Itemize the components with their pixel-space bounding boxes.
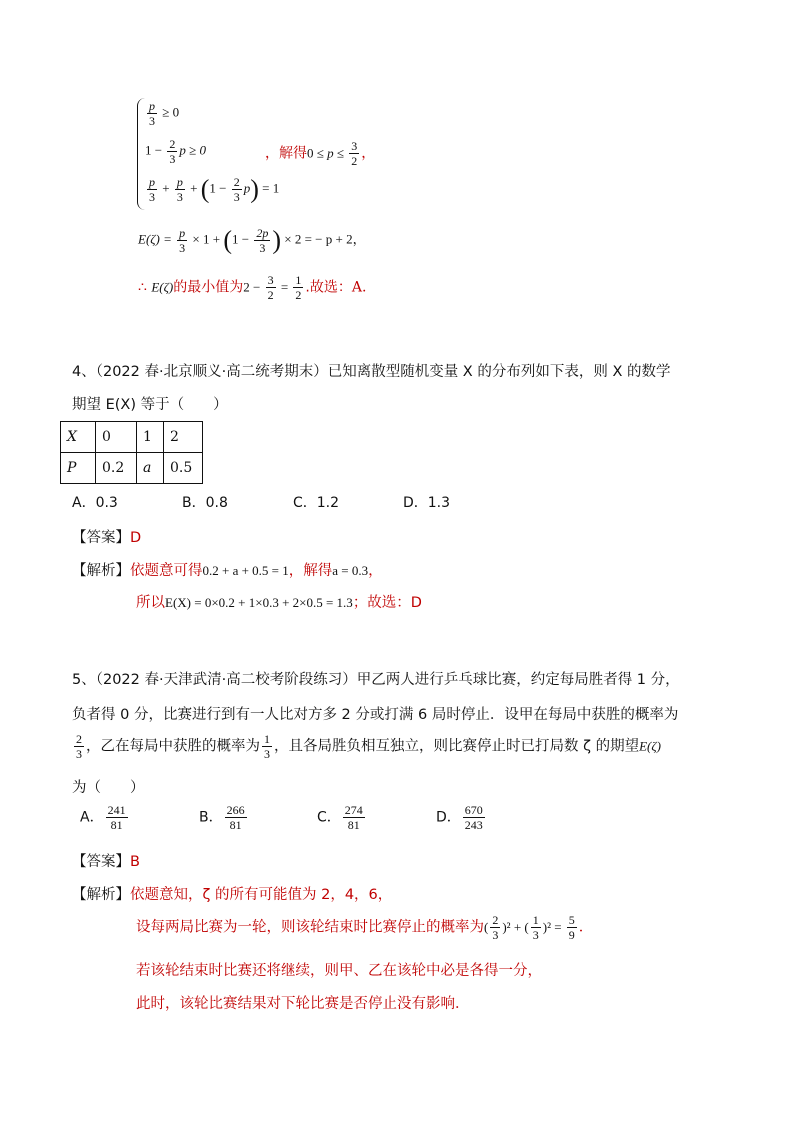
q5-stem-line-1: 5、（2022 春·天津武清·高二校考阶段练习）甲乙两人进行乒乓球比赛，约定每局胜者得 1 分， (72, 672, 680, 688)
table-cell: 0.5 (164, 453, 203, 484)
q3-conclusion: ∴ E(ζ)的最小值为2 − $\frac{3}{2}$ = $\frac{1}{2}$ .故选：A. (138, 273, 367, 302)
q5-option-d[interactable]: D． $\frac{670}{243}$ (436, 803, 483, 832)
q5-stem-line-4: 为（ ） (72, 780, 145, 796)
q5-answer: 【答案】B (72, 854, 140, 870)
table-cell: 1 (137, 422, 164, 453)
q4-option-a[interactable]: A．0.3 (72, 495, 118, 511)
q4-analysis-line-1: 【解析】依题意可得0.2 + a + 0.5 = 1，解得a = 0.3， (72, 563, 383, 579)
q4-answer: 【答案】D (72, 530, 142, 546)
q5-stem-line-2: 负者得 0 分，比赛进行到有一人比对方多 2 分或打满 6 局时停止．设甲在每局中获胜的概率为 (72, 707, 679, 723)
distribution-table (60, 421, 203, 484)
table-cell: 0.2 (96, 453, 137, 484)
q5-analysis-line-1: 【解析】依题意知，ζ 的所有可能值为 2，4，6， (72, 887, 393, 903)
q5-option-b[interactable]: B． $\frac{266}{81}$ (199, 803, 245, 832)
system-solution: ，解得0 ≤ p ≤ $\frac{3}{2}$ ， (265, 139, 376, 168)
system-line-1: $\frac{p}{3}$ ≥ 0 (149, 99, 180, 128)
table-cell: 2 (164, 422, 203, 453)
q5-stem-line-3: $\frac{2}{3}$ ，乙在每局中获胜的概率为 $\frac{1}{3}$ ，且各局胜负相互独立，则比赛停止时已打局数 ζ 的期望E(ζ) (76, 732, 661, 761)
q4-stem-line-2: 期望 E(X) 等于（ ） (72, 397, 228, 413)
q5-option-c[interactable]: C． $\frac{274}{81}$ (317, 803, 363, 832)
table-cell: 0 (96, 422, 137, 453)
system-line-3: $\frac{p}{3}$ + $\frac{p}{3}$ + (1 − $\frac{2}{3}$ p) = 1 (149, 174, 280, 204)
table-row (61, 453, 203, 484)
q4-analysis-line-2: 所以E(X) = 0×0.2 + 1×0.3 + 2×0.5 = 1.3；故选：D (136, 595, 422, 611)
q4-option-b[interactable]: B．0.8 (182, 495, 228, 511)
table-row (61, 422, 203, 453)
table-cell: P (61, 453, 96, 484)
expectation-formula: E(ζ) = $\frac{p}{3}$ × 1 + (1 − $\frac{2p}{3}$ ) × 2 = − p + 2， (138, 225, 366, 255)
q4-stem-line-1: 4、（2022 春·北京顺义·高二统考期末）已知离散型随机变量 X 的分布列如下表，则 X 的数学 (72, 364, 671, 380)
q4-option-d[interactable]: D．1.3 (403, 495, 451, 511)
table-cell: X (61, 422, 96, 453)
q5-analysis-line-3: 若该轮结束时比赛还将继续，则甲、乙在该轮中必是各得一分， (136, 963, 542, 979)
q4-option-c[interactable]: C．1.2 (293, 495, 340, 511)
system-line-2: 1 − $\frac{2}{3}$ p ≥ 0 (145, 137, 206, 166)
table-cell: a (137, 453, 164, 484)
q5-option-a[interactable]: A． $\frac{241}{81}$ (80, 803, 126, 832)
q5-analysis-line-2: 设每两局比赛为一轮，则该轮结束时比赛停止的概率为( $\frac{2}{3}$ )² + ( $\frac{1}{3}$ )² = $\frac{5}{9}$ ． (136, 913, 594, 942)
q5-analysis-line-4: 此时，该轮比赛结果对下轮比赛是否停止没有影响． (136, 996, 470, 1012)
